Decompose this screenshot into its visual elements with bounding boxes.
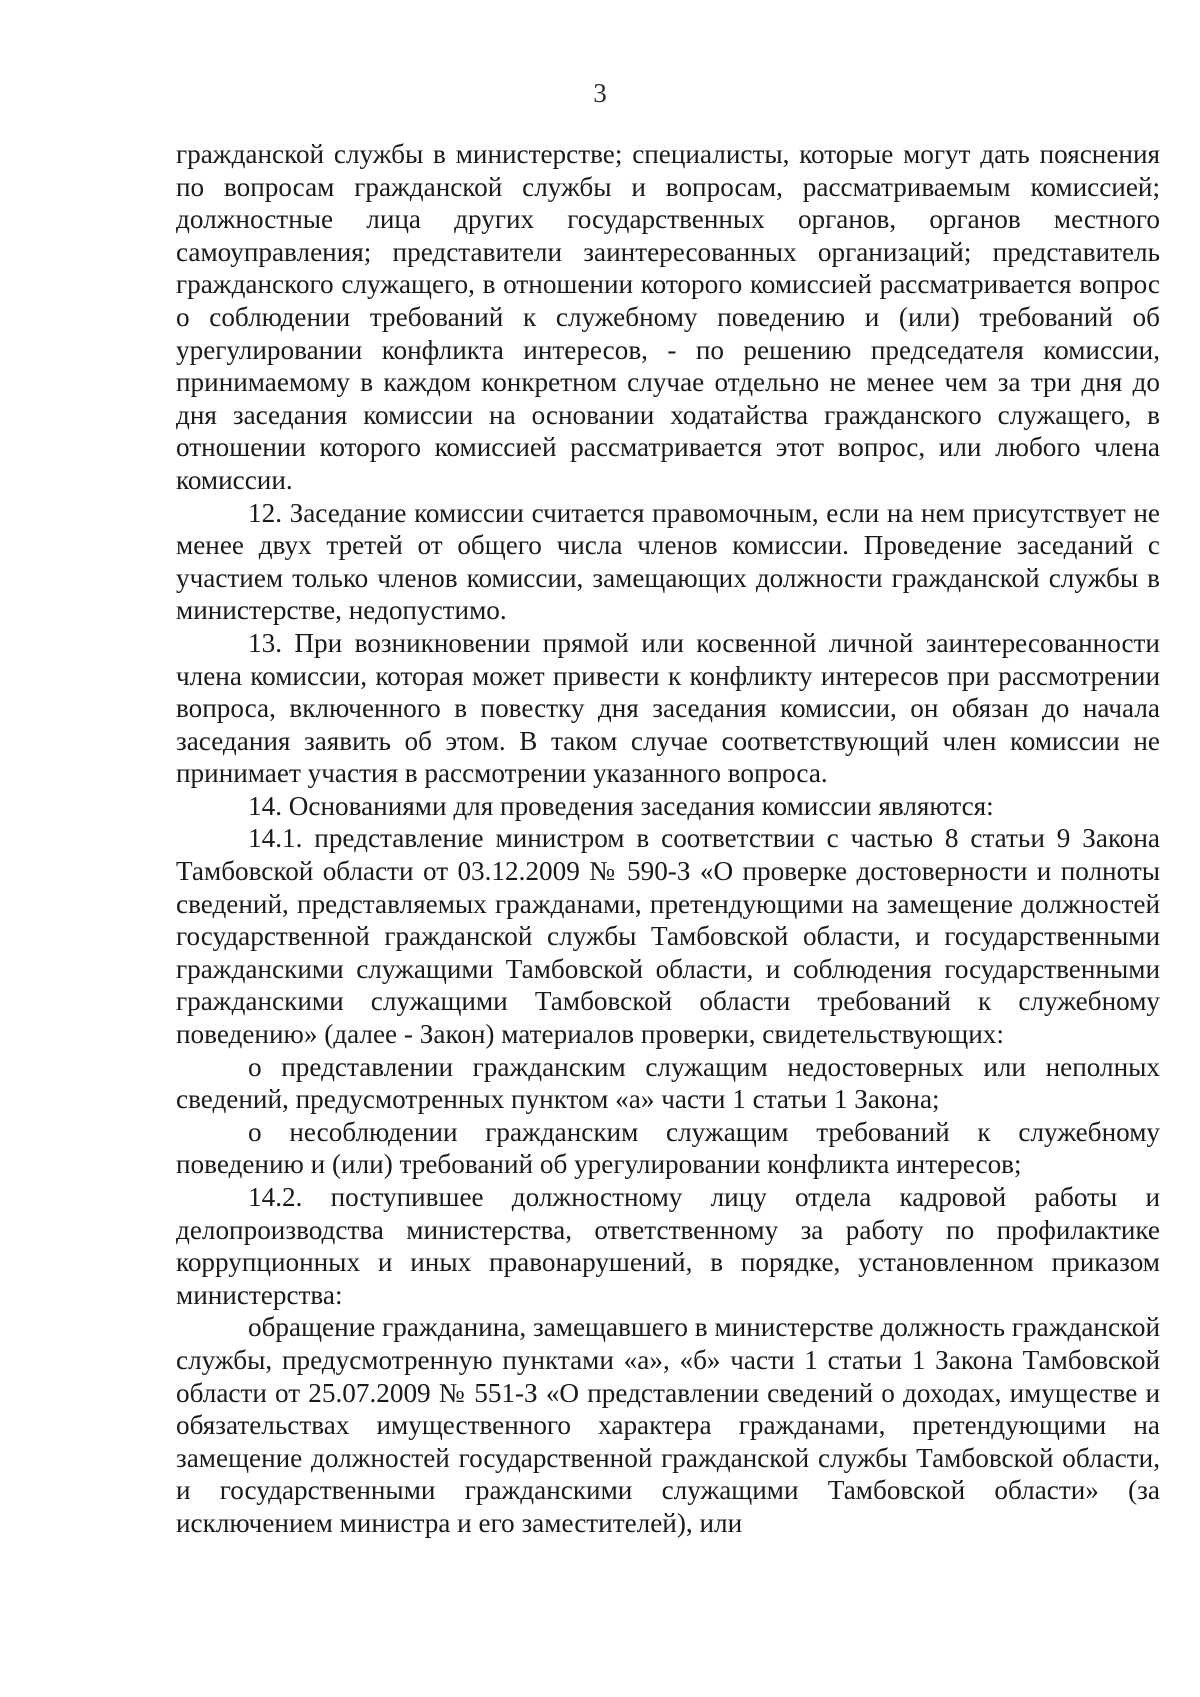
page-number: 3	[593, 78, 607, 108]
paragraph-14-1: 14.1. представление министром в соответствии с частью 8 статьи 9 Закона Тамбовской области от 03.12.2009 № 590-З «О проверке достоверности и полноты сведений, представляемых гражданами, претендующими на замещение должностей государственной гражданской службы Тамбовской области, и государственными гражданскими служащими Тамбовской области, и соблюдения государственными гражданскими служащими Тамбовской области требований к служебному поведению» (далее - Закон) материалов проверки, свидетельствующих:	[176, 823, 1160, 1050]
paragraph-14-2: 14.2. поступившее должностному лицу отдела кадровой работы и делопроизводства министерства, ответственному за работу по профилактике коррупционных и иных правонарушений, в порядке, установленном приказом министерства:	[176, 1182, 1160, 1310]
paragraph-13: 13. При возникновении прямой или косвенной личной заинтересованности члена комиссии, которая может привести к конфликту интересов при рассмотрении вопроса, включенного в повестку дня заседания комиссии, он обязан до начала заседания заявить об этом. В таком случае соответствующий член комиссии не принимает участия в рассмотрении указанного вопроса.	[176, 627, 1160, 789]
paragraph-14: 14. Основаниями для проведения заседания комиссии являются:	[248, 790, 994, 821]
paragraph-continuation: гражданской службы в министерстве; специалисты, которые могут дать пояснения по вопросам гражданской службы и вопросам, рассматриваемым комиссией; должностные лица других государственных органов, органов местного самоуправления; представители заинтересованных организаций; представитель гражданского служащего, в отношении которого комиссией рассматривается вопрос о соблюдении требований к служебному поведению и (или) требований об урегулировании конфликта интересов, - по решению председателя комиссии, принимаемому в каждом конкретном случае отдельно не менее чем за три дня до дня заседания комиссии на основании ходатайства гражданского служащего, в отношении которого комиссией рассматривается этот вопрос, или любого члена комиссии.	[176, 139, 1160, 495]
paragraph-14-2-item: обращение гражданина, замещавшего в министерстве должность гражданской службы, предусмотренную пунктами «а», «б» части 1 статьи 1 Закона Тамбовской области от 25.07.2009 № 551-З «О представлении сведений о доходах, имуществе и обязательствах имущественного характера гражданами, претендующими на замещение должностей государственной гражданской службы Тамбовской области, и государственными гражданскими служащими Тамбовской области» (за исключением министра и его заместителей), или	[176, 1312, 1160, 1538]
paragraph-14-1-item-b: о несоблюдении гражданским служащим требований к служебному поведению и (или) требований об урегулировании конфликта интересов;	[176, 1116, 1160, 1180]
paragraph-14-1-item-a: о представлении гражданским служащим недостоверных или неполных сведений, предусмотренных пунктом «а» части 1 статьи 1 Закона;	[176, 1051, 1160, 1115]
paragraph-12: 12. Заседание комиссии считается правомочным, если на нем присутствует не менее двух третей от общего числа членов комиссии. Проведение заседаний с участием только членов комиссии, замещающих должности гражданской службы в министерстве, недопустимо.	[176, 497, 1160, 626]
document-body	[176, 138, 1160, 1540]
